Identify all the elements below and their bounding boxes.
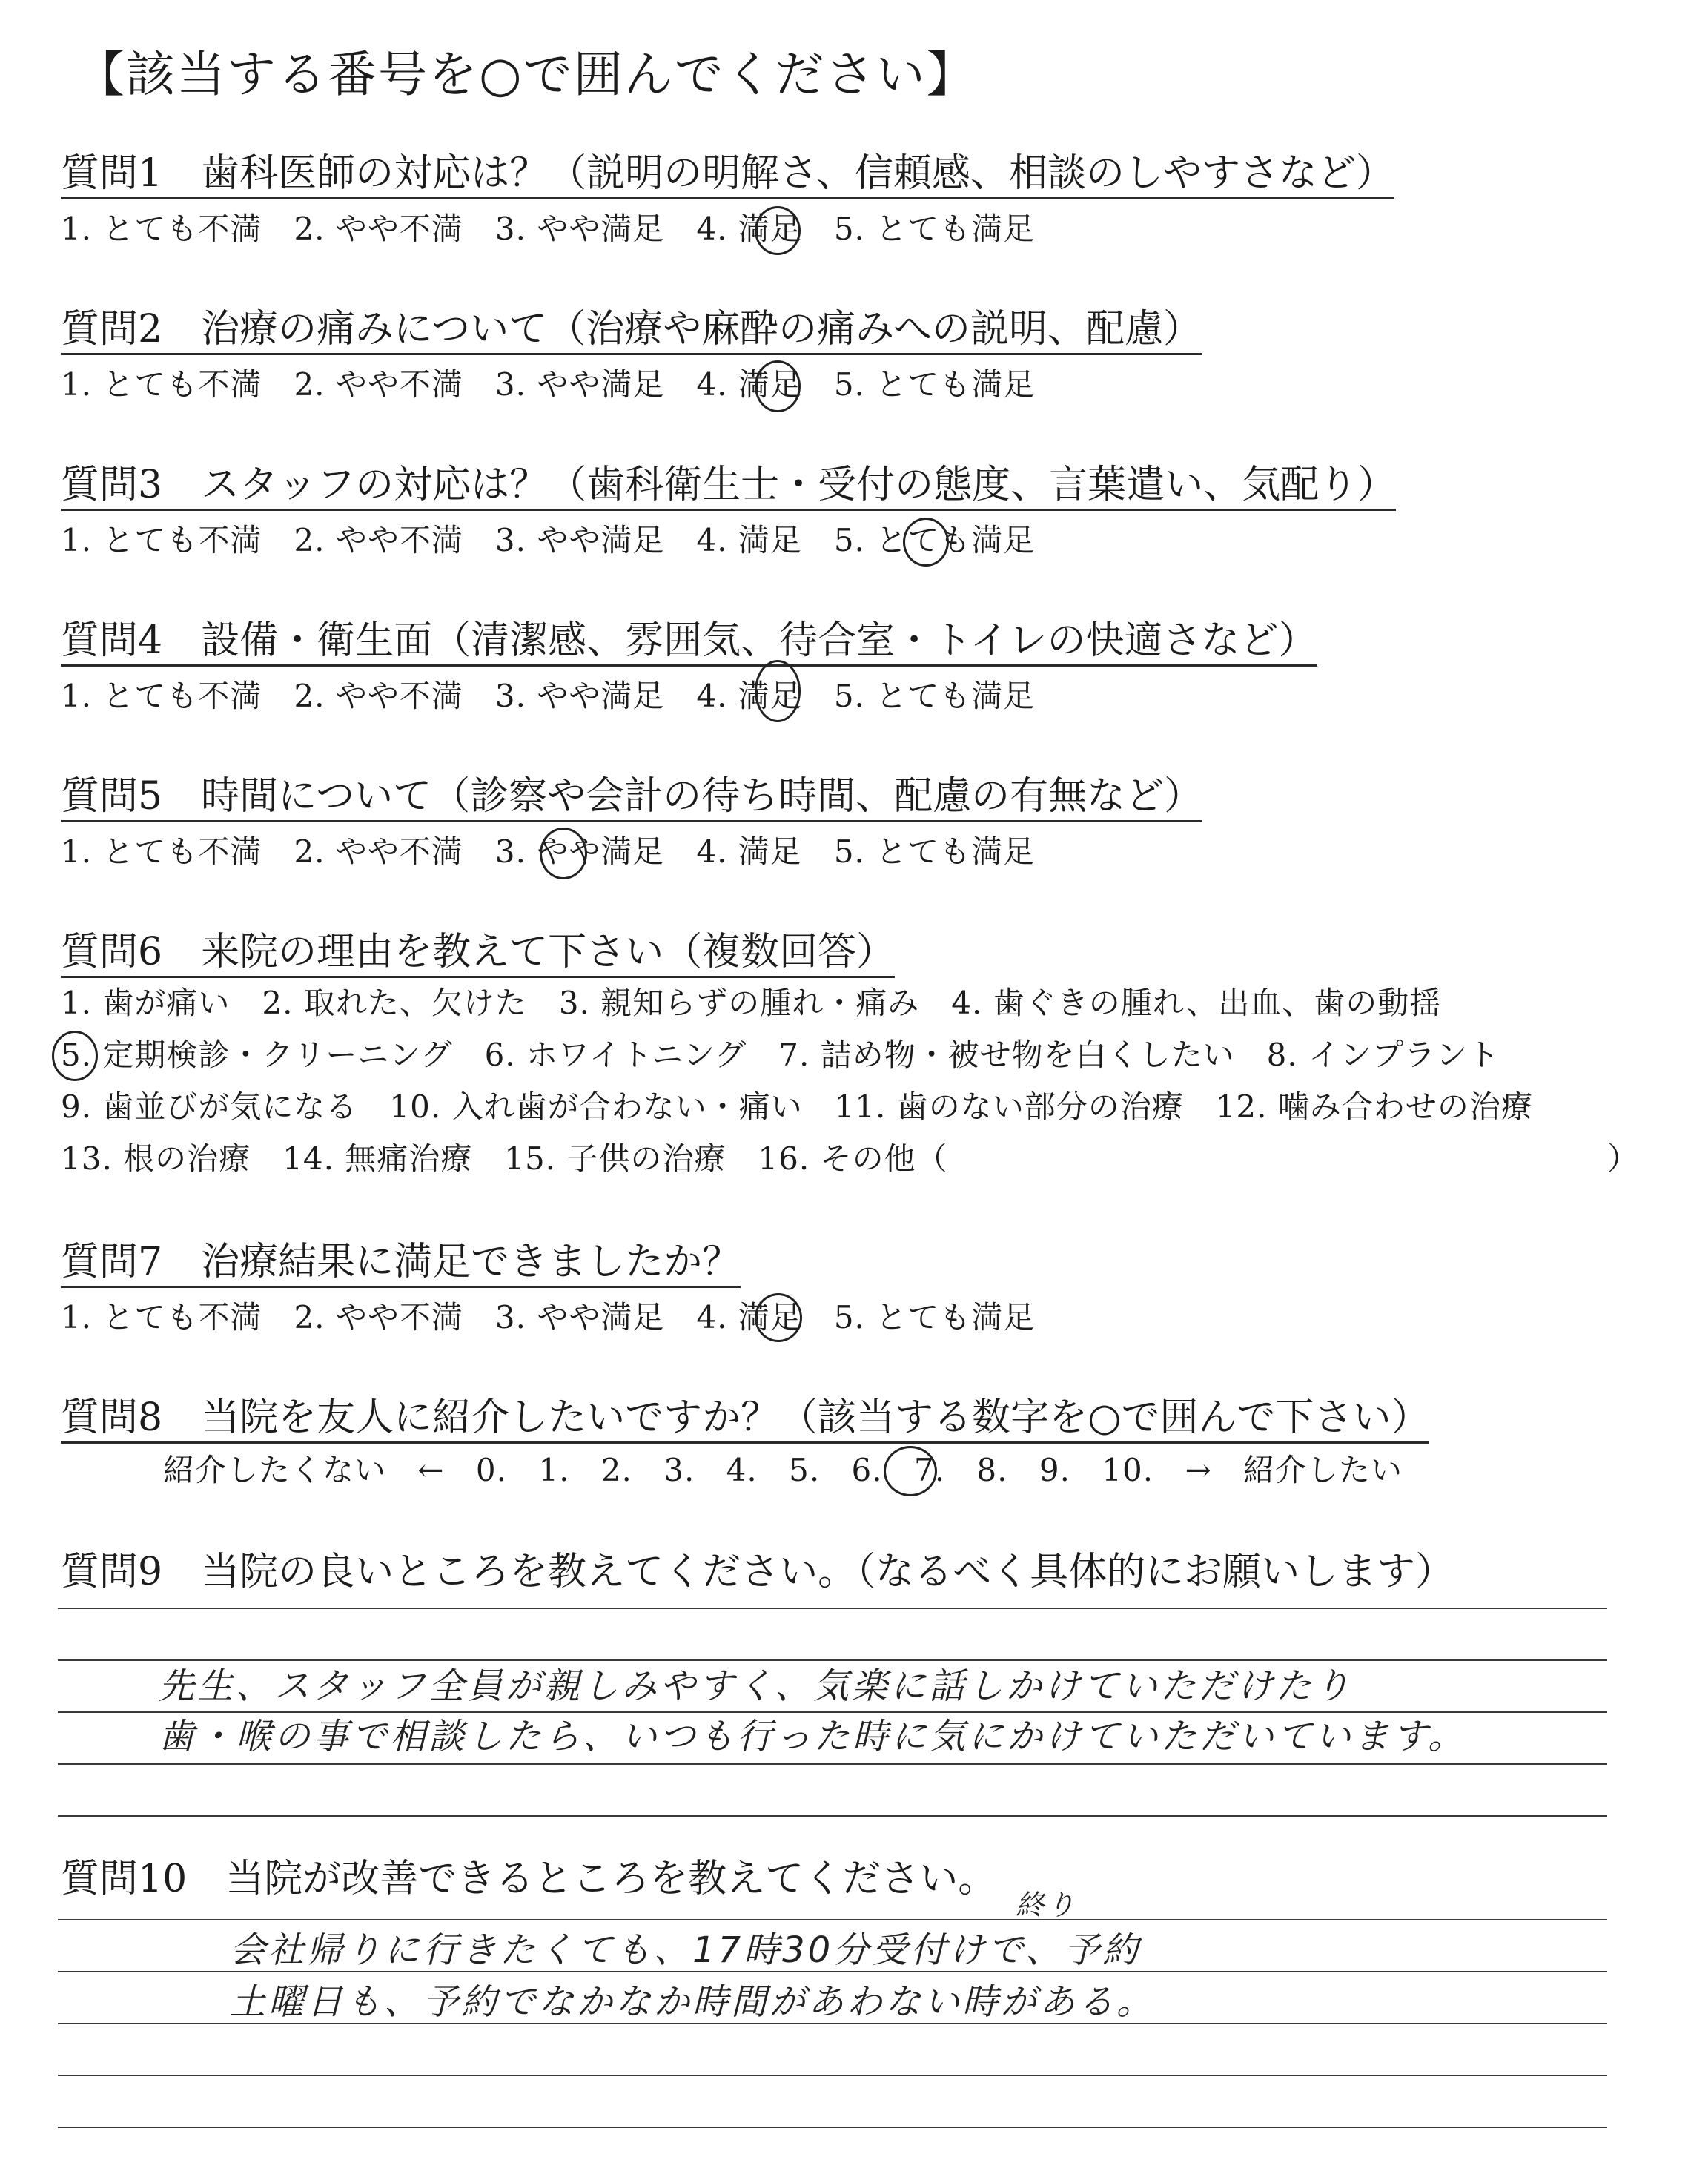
question-2-text: 治療の痛みについて（治療や麻酔の痛みへの説明、配慮） xyxy=(201,307,1202,351)
answer-line xyxy=(58,1659,1607,1661)
option-4[interactable]: 4. 満足 xyxy=(696,522,802,558)
question-1-options xyxy=(61,211,1036,247)
option-2[interactable]: 2. やや不満 xyxy=(294,366,463,403)
handwritten-answer-line: 先生、スタッフ全員が親しみやすく、気楽に話しかけていただけたり xyxy=(159,1665,1354,1707)
question-1-label: 質問1 xyxy=(61,151,163,196)
option-3[interactable]: 3. やや満足 xyxy=(494,366,665,403)
option-5[interactable]: 5. とても満足 xyxy=(833,1299,1036,1335)
scale-2[interactable]: 2. xyxy=(600,1452,632,1488)
question-1-text: 歯科医師の対応は？（説明の明解さ、信頼感、相談のしやすさなど） xyxy=(201,151,1395,196)
scale-right-label: → 紹介したい xyxy=(1185,1452,1403,1488)
question-4-options xyxy=(61,678,1036,714)
option-2[interactable]: 2. やや不満 xyxy=(294,1299,463,1335)
question-6 xyxy=(61,930,896,978)
question-6-text: 来院の理由を教えて下さい（複数回答） xyxy=(201,930,896,974)
question-10-text: 当院が改善できるところを教えてください。 xyxy=(225,1857,997,1901)
question-2 xyxy=(61,307,1202,355)
question-3 xyxy=(61,463,1397,511)
reason-row-4[interactable]: 13. 根の治療 14. 無痛治療 15. 子供の治療 16. その他（ xyxy=(61,1140,948,1177)
option-3[interactable]: 3. やや満足 xyxy=(494,211,665,247)
scale-4[interactable]: 4. xyxy=(726,1452,758,1488)
question-8-text: 当院を友人に紹介したいですか？（該当する数字を○で囲んで下さい） xyxy=(201,1396,1430,1440)
option-2[interactable]: 2. やや不満 xyxy=(294,678,463,714)
scale-0[interactable]: 0. xyxy=(475,1452,507,1488)
question-2-options xyxy=(61,366,1036,403)
handwritten-insert-note: 終り xyxy=(1016,1889,1079,1921)
answer-line xyxy=(58,2075,1607,2076)
option-1[interactable]: 1. とても不満 xyxy=(61,522,262,558)
option-1[interactable]: 1. とても不満 xyxy=(61,211,262,247)
option-4[interactable]: 4. 満足 xyxy=(696,211,802,247)
question-2-label: 質問2 xyxy=(61,307,163,351)
question-6-label: 質問6 xyxy=(61,930,163,974)
other-close-paren: ） xyxy=(1607,1140,1640,1177)
question-7-text: 治療結果に満足できましたか？ xyxy=(201,1240,741,1284)
scale-9[interactable]: 9. xyxy=(1039,1452,1070,1488)
option-4[interactable]: 4. 満足 xyxy=(696,1299,802,1335)
question-3-label: 質問3 xyxy=(61,463,163,507)
question-3-options xyxy=(61,522,1036,558)
option-3[interactable]: 3. やや満足 xyxy=(494,678,665,714)
option-4[interactable]: 4. 満足 xyxy=(696,833,802,870)
answer-line xyxy=(58,1711,1607,1713)
option-5[interactable]: 5. とても満足 xyxy=(833,522,1036,558)
recommend-scale xyxy=(163,1452,1403,1488)
reason-row-3[interactable]: 9. 歯並びが気になる 10. 入れ歯が合わない・痛い 11. 歯のない部分の治療 12. 噛み合わせの治療 xyxy=(61,1089,1533,1125)
answer-circle xyxy=(540,828,587,879)
option-3[interactable]: 3. やや満足 xyxy=(494,833,665,870)
question-5-text: 時間について（診察や会計の待ち時間、配慮の有無など） xyxy=(201,774,1203,819)
question-8 xyxy=(61,1398,1429,1444)
question-3-text: スタッフの対応は？（歯科衛生士・受付の態度、言葉遣い、気配り） xyxy=(201,463,1397,507)
question-7-label: 質問7 xyxy=(61,1240,163,1284)
answer-line xyxy=(58,1608,1607,1609)
scale-7[interactable]: 7. xyxy=(913,1452,946,1488)
question-8-label: 質問8 xyxy=(61,1396,163,1440)
survey-heading: 【該当する番号を○で囲んでください】 xyxy=(76,46,977,103)
option-2[interactable]: 2. やや不満 xyxy=(294,522,463,558)
option-1[interactable]: 1. とても不満 xyxy=(61,833,262,870)
answer-circle xyxy=(903,518,949,567)
question-10-label: 質問10 xyxy=(61,1857,188,1901)
answer-circle xyxy=(755,206,801,255)
answer-circle xyxy=(755,1293,802,1342)
question-4-text: 設備・衛生面（清潔感、雰囲気、待合室・トイレの快適さなど） xyxy=(201,618,1317,663)
option-3[interactable]: 3. やや満足 xyxy=(494,1299,665,1335)
reason-row-2[interactable]: 5. 定期検診・クリーニング 6. ホワイトニング 7. 詰め物・被せ物を白くしたい 8. インプラント xyxy=(61,1037,1500,1073)
option-5[interactable]: 5. とても満足 xyxy=(833,678,1036,714)
option-2[interactable]: 2. やや不満 xyxy=(294,833,463,870)
scale-6[interactable]: 6. xyxy=(851,1452,883,1488)
question-10 xyxy=(61,1857,997,1901)
question-9 xyxy=(61,1550,1454,1594)
option-2[interactable]: 2. やや不満 xyxy=(294,211,463,247)
scale-8[interactable]: 8. xyxy=(976,1452,1008,1488)
answer-line xyxy=(58,1815,1607,1817)
scale-left-label: 紹介したくない ← xyxy=(163,1452,445,1488)
answer-circle xyxy=(884,1446,937,1496)
answer-circle xyxy=(755,660,801,722)
question-7 xyxy=(61,1240,741,1288)
answer-line xyxy=(58,2023,1607,2024)
option-5[interactable]: 5. とても満足 xyxy=(833,833,1036,870)
question-7-options xyxy=(61,1299,1036,1335)
option-5[interactable]: 5. とても満足 xyxy=(833,211,1036,247)
answer-circle xyxy=(755,360,801,412)
question-4-label: 質問4 xyxy=(61,618,163,663)
option-3[interactable]: 3. やや満足 xyxy=(494,522,665,558)
answer-line xyxy=(58,1971,1607,1972)
question-4 xyxy=(61,618,1317,667)
handwritten-answer-line: 歯・喉の事で相談したら、いつも行った時に気にかけていただいています。 xyxy=(159,1716,1467,1757)
option-1[interactable]: 1. とても不満 xyxy=(61,678,262,714)
question-1 xyxy=(61,151,1395,199)
handwritten-answer-line: 会社帰りに行きたくても、17時30分受付けで、予約 xyxy=(230,1929,1142,1971)
scale-5[interactable]: 5. xyxy=(789,1452,821,1488)
option-4[interactable]: 4. 満足 xyxy=(696,366,802,403)
answer-line xyxy=(58,1763,1607,1765)
handwritten-answer-line: 土曜日も、予約でなかなか時間があわない時がある。 xyxy=(230,1981,1156,2023)
question-5-label: 質問5 xyxy=(61,774,163,819)
option-1[interactable]: 1. とても不満 xyxy=(61,1299,262,1335)
scale-3[interactable]: 3. xyxy=(663,1452,695,1488)
option-4[interactable]: 4. 満足 xyxy=(696,678,802,714)
reason-row-1[interactable]: 1. 歯が痛い 2. 取れた、欠けた 3. 親知らずの腫れ・痛み 4. 歯ぐきの腫れ、出血、歯の動揺 xyxy=(61,985,1442,1021)
question-9-label: 質問9 xyxy=(61,1550,163,1594)
scale-10[interactable]: 10. xyxy=(1102,1452,1154,1488)
option-1[interactable]: 1. とても不満 xyxy=(61,366,262,403)
answer-line xyxy=(58,1919,1607,1920)
question-5 xyxy=(61,774,1203,822)
option-5[interactable]: 5. とても満足 xyxy=(833,366,1036,403)
scale-1[interactable]: 1. xyxy=(538,1452,570,1488)
answer-circle xyxy=(52,1031,98,1081)
answer-line xyxy=(58,2127,1607,2128)
question-9-text: 当院の良いところを教えてください。（なるべく具体的にお願いします） xyxy=(201,1550,1454,1594)
